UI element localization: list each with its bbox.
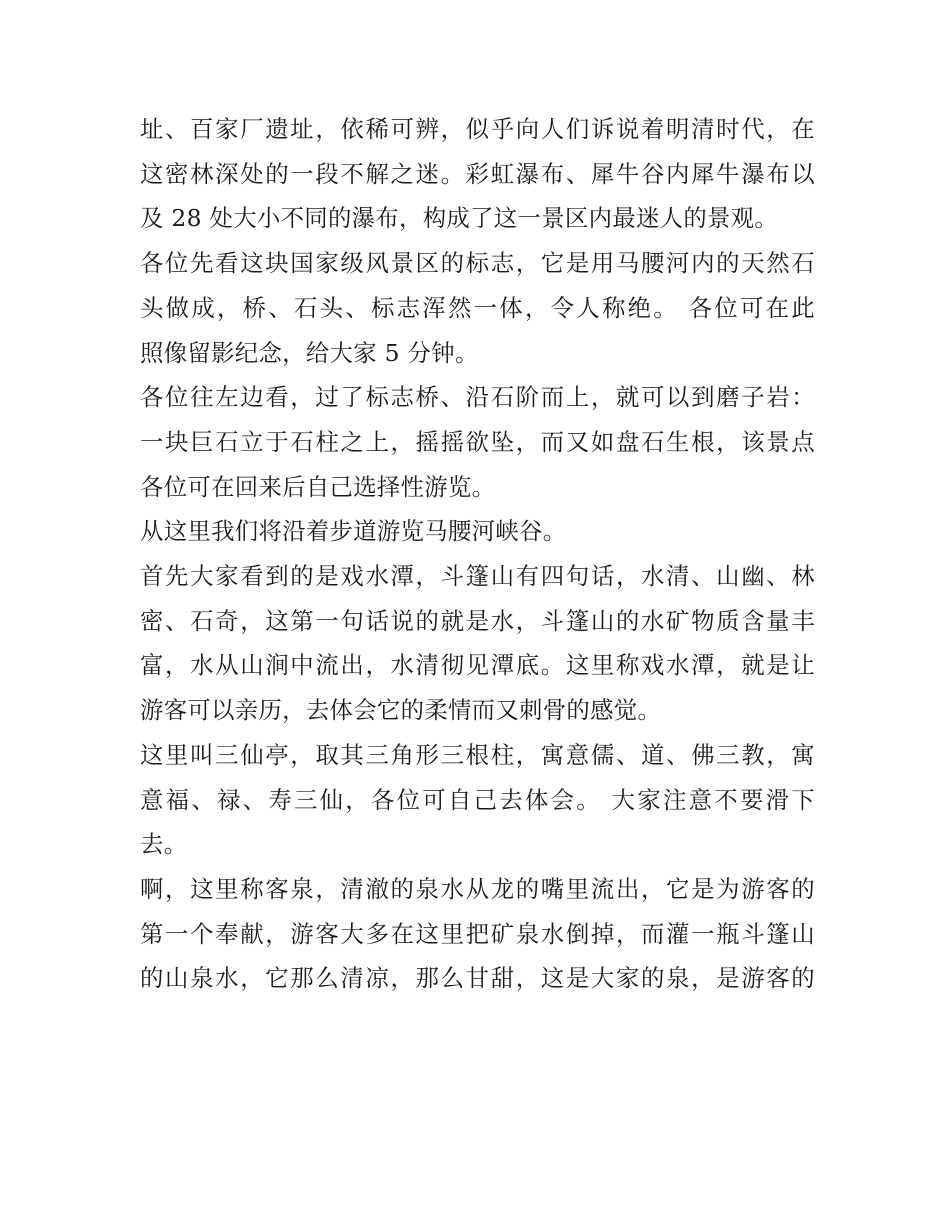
paragraph-7	[140, 867, 815, 1001]
paragraph-3	[140, 375, 815, 509]
paragraph-2	[140, 241, 815, 375]
text-line: 富，水从山涧中流出，水清彻见潭底。这里称戏水潭，就是让	[140, 651, 815, 680]
text-line: 各位往左边看，过了标志桥、沿石阶而上，就可以到磨子岩：	[140, 383, 815, 412]
text-line: 的山泉水，它那么清凉，那么甘甜，这是大家的泉，是游客的	[140, 964, 815, 993]
text-line: 这里叫三仙亭，取其三角形三根柱，寓意儒、道、佛三教，寓	[140, 740, 815, 769]
paragraph-6	[140, 733, 815, 867]
text-line: 址、百家厂遗址，依稀可辨，似乎向人们诉说着明清时代，在	[140, 115, 815, 143]
text-line: 一块巨石立于石柱之上，摇摇欲坠，而又如盘石生根，该景点	[140, 427, 815, 456]
text-line: 去。	[140, 830, 188, 859]
text-line: 各位先看这块国家级风景区的标志，它是用马腰河内的天然石	[140, 249, 815, 278]
text-line: 游客可以亲历，去体会它的柔情而又刺骨的感觉。	[140, 696, 662, 725]
text-line: 密、石奇，这第一句话说的就是水，斗篷山的水矿物质含量丰	[140, 606, 815, 635]
text-line: 头做成，桥、石头、标志浑然一体，令人称绝。 各位可在此	[140, 293, 815, 322]
paragraph-5	[140, 554, 815, 733]
document-page	[140, 107, 815, 1001]
text-line: 首先大家看到的是戏水潭，斗篷山有四句话，水清、山幽、林	[140, 562, 815, 591]
text-line: 这密林深处的一段不解之迷。彩虹瀑布、犀牛谷内犀牛瀑布以	[140, 159, 815, 188]
text-line: 啊，这里称客泉，清澈的泉水从龙的嘴里流出，它是为游客的	[140, 874, 815, 903]
paragraph-4	[140, 509, 815, 554]
paragraph-1	[140, 107, 815, 241]
text-line: 各位可在回来后自己选择性游览。	[140, 472, 496, 501]
text-line: 第一个奉献，游客大多在这里把矿泉水倒掉，而灌一瓶斗篷山	[140, 919, 815, 948]
text-line: 意福、禄、寿三仙，各位可自己去体会。 大家注意不要滑下	[140, 785, 815, 814]
text-line: 从这里我们将沿着步道游览马腰河峡谷。	[140, 517, 567, 546]
text-line: 及 28 处大小不同的瀑布，构成了这一景区内最迷人的景观。	[140, 204, 779, 233]
text-line: 照像留影纪念，给大家 5 分钟。	[140, 338, 479, 367]
